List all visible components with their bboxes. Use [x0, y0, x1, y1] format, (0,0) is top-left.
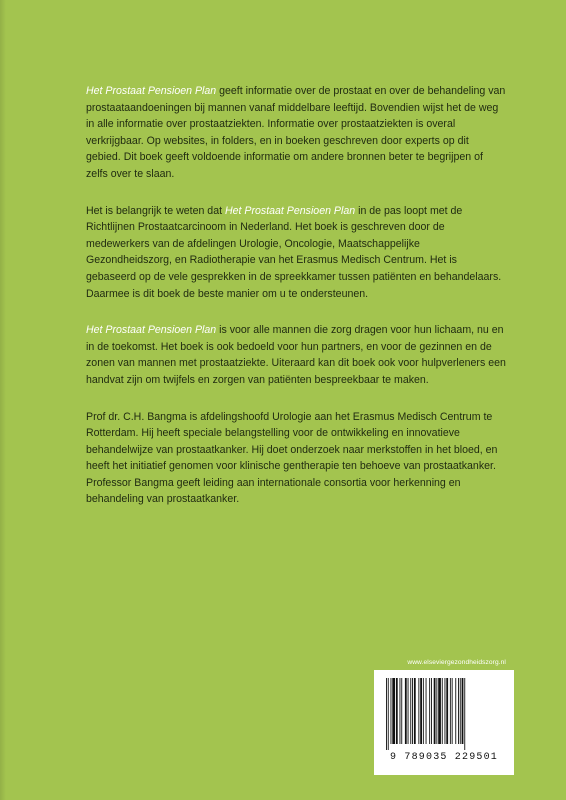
blurb-text	[86, 83, 506, 528]
book-title-mention: Het Prostaat Pensioen Plan	[86, 85, 217, 97]
barcode-bar	[438, 678, 441, 744]
barcode-bar	[400, 678, 401, 744]
blurb-text-run: is voor alle mannen die zorg dragen voor hun lichaam, nu en in de toekomst. Het boek is ook bedoeld voor hun partners, en voor de gezinnen en de zonen van mannen met prostaatziekte. Uiteraard kan dit boek ook voor hulpverleners een handvat zijn om twijfels en zorgen van patiënten bespreekbaar te maken.	[86, 324, 506, 386]
isbn-barcode	[384, 678, 504, 750]
barcode-bar	[452, 678, 453, 744]
publisher-website: www.elseviergezondheidszorg.nl	[407, 659, 506, 666]
barcode-bar	[420, 678, 422, 744]
barcode-bar	[445, 678, 446, 744]
blurb-text-run: in de pas loopt met de Richtlijnen Prostaatcarcinoom in Nederland. Het boek is geschreven door de medewerkers van de afdelingen Urologie, Oncologie, Maatschappelijke Gezondheidszorg, en Radiotherapie van het Erasmus Medisch Centrum. Het is gebaseerd op de vele gesprekken in de spreekkamer tussen patiënten en behandelaars. Daarmee is dit boek de beste manier om u te ondersteunen.	[86, 204, 502, 300]
barcode-bar	[429, 678, 430, 744]
spine-shadow	[0, 0, 6, 800]
barcode-bar	[431, 678, 432, 744]
barcode-bar	[436, 678, 437, 744]
barcode-bar	[410, 678, 411, 744]
blurb-paragraph-1	[86, 83, 506, 183]
barcode-bar	[392, 678, 395, 744]
author-bio-text: Prof dr. C.H. Bangma is afdelingshoofd Urologie aan het Erasmus Medisch Centrum te Rotterdam. Hij heeft speciale belangstelling voor de ontwikkeling en innovatieve behandelwijze van prostaatkanker. Hij doet onderzoek naar merkstoffen in het bloed, en heeft het initiatief genomen voor klinische gentherapie ten behoeve van prostaatkanker. Professor Bangma geeft leiding aan internationale consortia voor herkenning en behandeling van prostaatkanker.	[86, 410, 498, 506]
barcode-bar	[426, 678, 427, 744]
isbn-number: 9 789035 229501	[389, 752, 498, 763]
blurb-paragraph-2	[86, 203, 506, 303]
barcode-bar	[401, 678, 402, 744]
barcode-bar	[460, 678, 461, 744]
barcode-bar	[434, 678, 436, 744]
blurb-text-run: Het is belangrijk te weten dat	[86, 204, 225, 217]
barcode-bar	[450, 678, 451, 744]
barcode-label	[374, 670, 514, 775]
barcode-bar	[386, 678, 387, 750]
book-title-mention: Het Prostaat Pensioen Plan	[224, 204, 356, 217]
author-bio	[86, 409, 506, 509]
barcode-bar	[414, 678, 416, 744]
barcode-bar	[405, 678, 407, 744]
barcode-bar	[464, 678, 465, 750]
blurb-text-run: geeft informatie over de prostaat en over de behandeling van prostaataandoeningen bij mannen vanaf middelbare leeftijd. Bovendien wijst het de weg in alle informatie over prostaatziekten. Informatie over prostaatziekten is overal verkrijgbaar. Op websites, in folders, en in boeken geschreven door experts op dit gebied. Dit boek geeft voldoende informatie om andere bronnen beter te begrijpen of zelfs over te slaan.	[86, 85, 506, 180]
barcode-bar	[412, 678, 413, 744]
barcode-bar	[442, 678, 443, 744]
barcode-bar	[418, 678, 419, 744]
barcode-bar	[423, 678, 424, 744]
barcode-bar	[388, 678, 389, 750]
book-title-mention: Het Prostaat Pensioen Plan	[86, 324, 217, 337]
blurb-paragraph-3	[86, 322, 506, 388]
barcode-bar	[446, 678, 448, 744]
barcode-bar	[455, 678, 456, 744]
barcode-bar	[391, 678, 392, 744]
barcode-bar	[462, 678, 464, 744]
barcode-bar	[458, 678, 459, 744]
barcode-bar	[408, 678, 409, 744]
barcode-bar	[396, 678, 398, 744]
